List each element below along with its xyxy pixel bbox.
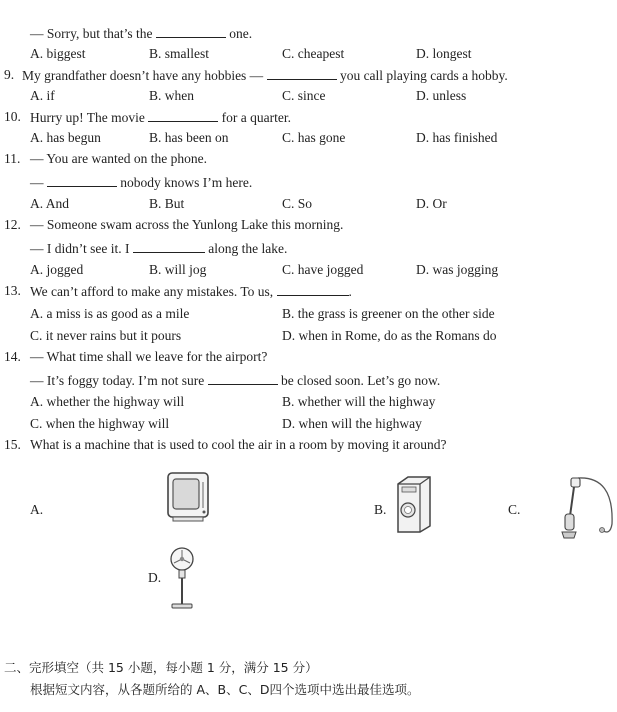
option-c: C. cheapest xyxy=(282,46,345,61)
answer-blank xyxy=(148,109,218,122)
option-d: D. when will the highway xyxy=(282,416,422,431)
answer-blank xyxy=(277,283,349,296)
washing-machine-icon xyxy=(394,474,434,538)
option-d: D. unless xyxy=(416,88,467,103)
question-number: 9. xyxy=(4,67,15,82)
option-b: B. whether will the highway xyxy=(282,394,436,409)
option-d-label: D. xyxy=(148,570,162,585)
q12-line2: — I didn’t see it. I along the lake. xyxy=(30,241,288,256)
q8-stem: — Sorry, but that’s the one. xyxy=(30,26,253,41)
option-b: B. has been on xyxy=(149,130,229,145)
option-d: D. Or xyxy=(416,196,447,211)
television-icon xyxy=(165,470,213,528)
q11-line1: — You are wanted on the phone. xyxy=(30,151,207,166)
q9-stem: My grandfather doesn’t have any hobbies — you call playing cards a hobby. xyxy=(22,68,508,83)
answer-blank xyxy=(156,25,226,38)
section-instruction: 根据短文内容，从各题所给的 A、B、C、D四个选项中选出最佳选项。 xyxy=(30,682,420,697)
q15-stem: What is a machine that is used to cool the air in a room by moving it around? xyxy=(30,437,447,452)
question-number: 10. xyxy=(4,109,21,124)
option-d: D. when in Rome, do as the Romans do xyxy=(282,328,497,343)
section-heading: 二、完形填空（共 15 小题，每小题 1 分，满分 15 分） xyxy=(4,660,318,675)
question-number: 14. xyxy=(4,349,21,364)
option-c: C. have jogged xyxy=(282,262,364,277)
option-c-label: C. xyxy=(508,502,521,517)
option-a: A. jogged xyxy=(30,262,84,277)
q14-line2: — It’s foggy today. I’m not sure be closed soon. Let’s go now. xyxy=(30,373,441,388)
q14-line1: — What time shall we leave for the airport? xyxy=(30,349,268,364)
option-b: B. smallest xyxy=(149,46,209,61)
answer-blank xyxy=(267,67,337,80)
q10-stem: Hurry up! The movie for a quarter. xyxy=(30,110,291,125)
q11-line2: — nobody knows I’m here. xyxy=(30,175,253,190)
option-d: D. longest xyxy=(416,46,472,61)
option-a: A. whether the highway will xyxy=(30,394,185,409)
answer-blank xyxy=(47,174,117,187)
answer-blank xyxy=(208,372,278,385)
question-number: 11. xyxy=(4,151,21,166)
option-c: C. it never rains but it pours xyxy=(30,328,182,343)
answer-blank xyxy=(133,240,205,253)
option-a: A. And xyxy=(30,196,70,211)
question-number: 12. xyxy=(4,217,21,232)
question-number: 15. xyxy=(4,437,21,452)
q13-stem: We can’t afford to make any mistakes. To us, . xyxy=(30,284,352,299)
option-c: C. when the highway will xyxy=(30,416,170,431)
option-a: A. a miss is as good as a mile xyxy=(30,306,190,321)
option-b: B. will jog xyxy=(149,262,207,277)
option-d: D. has finished xyxy=(416,130,498,145)
question-number: 13. xyxy=(4,283,21,298)
q12-line1: — Someone swam across the Yunlong Lake this morning. xyxy=(30,217,344,232)
option-c: C. So xyxy=(282,196,313,211)
option-b-label: B. xyxy=(374,502,387,517)
option-b: B. But xyxy=(149,196,185,211)
option-a: A. if xyxy=(30,88,55,103)
option-c: C. has gone xyxy=(282,130,346,145)
electric-fan-icon xyxy=(168,546,198,616)
option-d: D. was jogging xyxy=(416,262,499,277)
option-a: A. has begun xyxy=(30,130,101,145)
option-a-label: A. xyxy=(30,502,44,517)
option-b: B. the grass is greener on the other side xyxy=(282,306,495,321)
option-b: B. when xyxy=(149,88,194,103)
vacuum-cleaner-icon xyxy=(556,474,616,548)
option-c: C. since xyxy=(282,88,326,103)
option-a: A. biggest xyxy=(30,46,86,61)
